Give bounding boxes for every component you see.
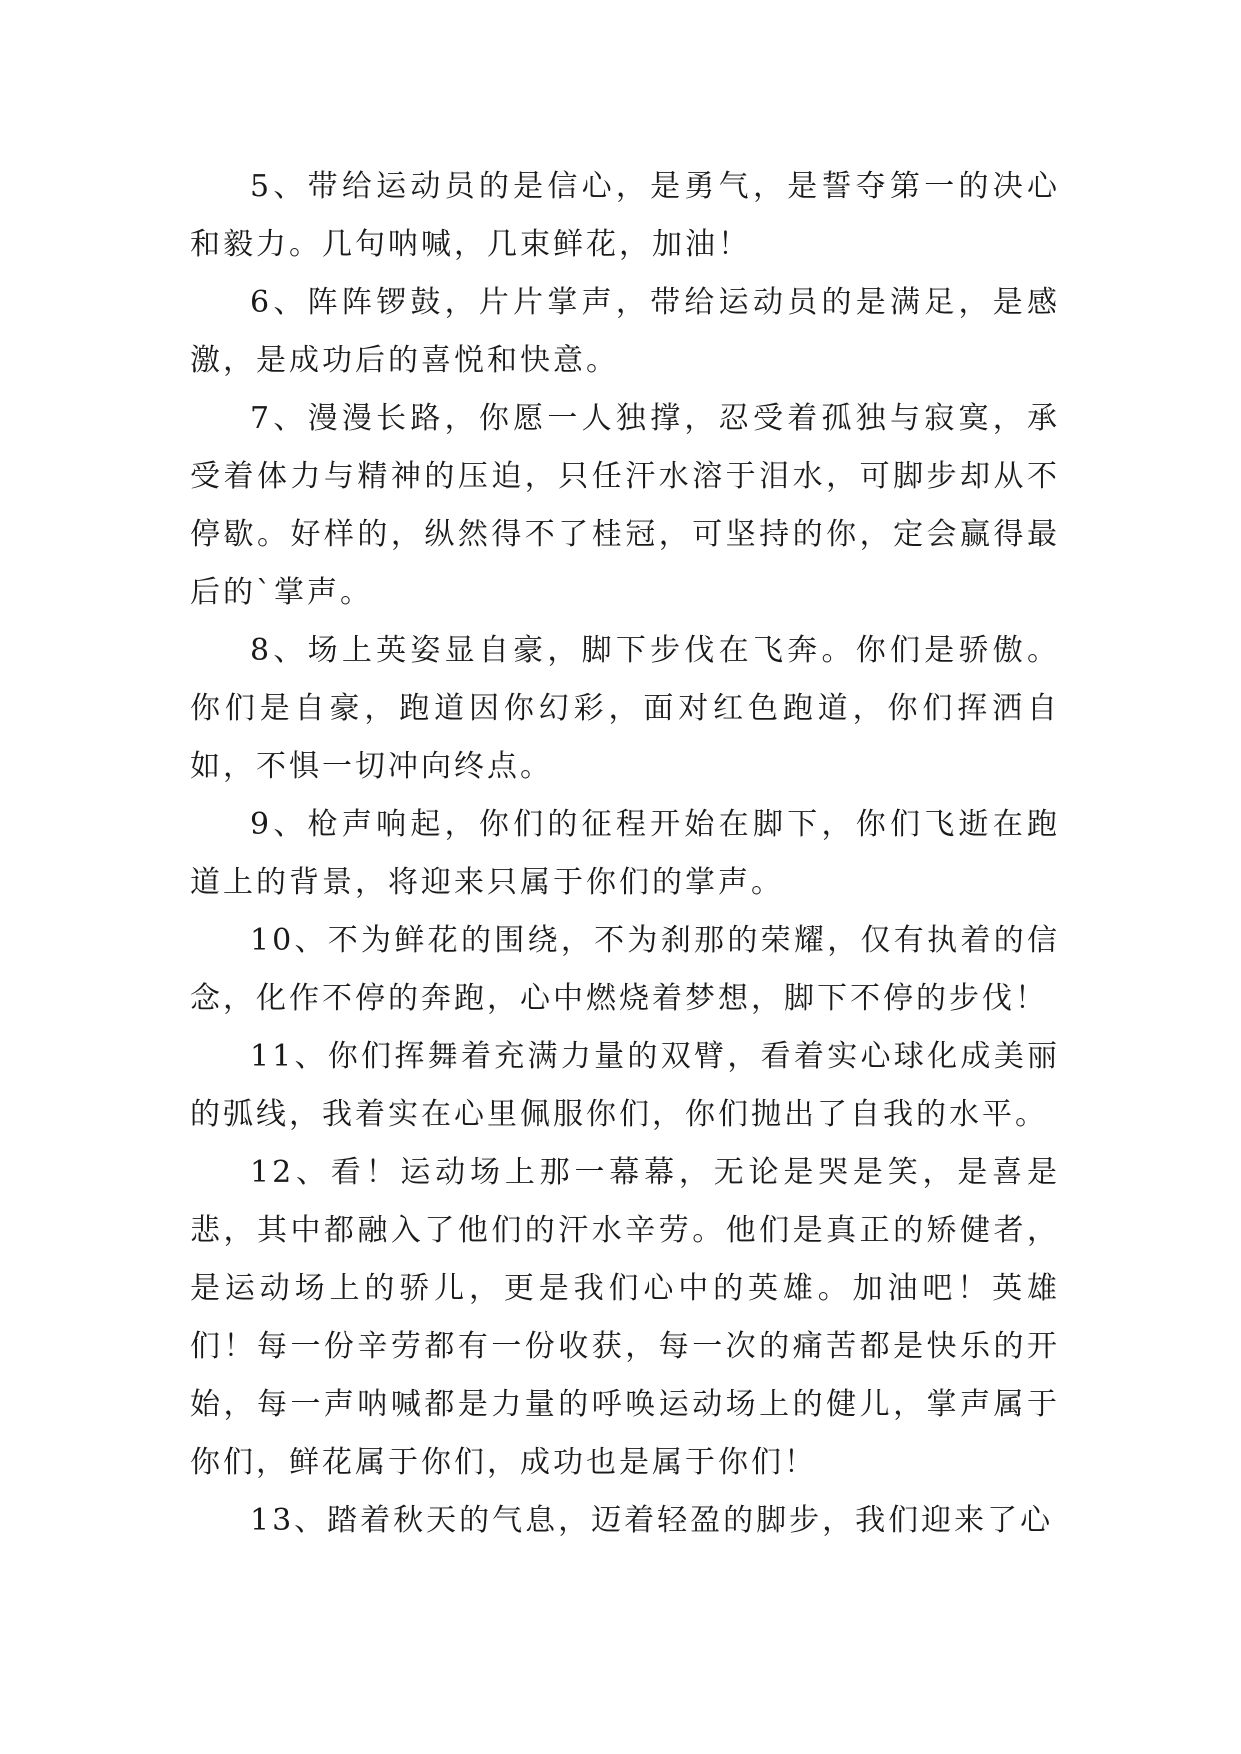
paragraph-9: 9、枪声响起，你们的征程开始在脚下，你们飞逝在跑道上的背景，将迎来只属于你们的掌声。 [190,807,1060,900]
document-body [190,158,1060,1550]
paragraph-12: 12、看！运动场上那一幕幕，无论是哭是笑，是喜是悲，其中都融入了他们的汗水辛劳。他们是真正的矫健者，是运动场上的骄儿，更是我们心中的英雄。加油吧！英雄们！每一份辛劳都有一份收获，每一次的痛苦都是快乐的开始，每一声呐喊都是力量的呼唤运动场上的健儿，掌声属于你们，鲜花属于你们，成功也是属于你们！ [190,1155,1060,1480]
paragraph-8: 8、场上英姿显自豪，脚下步伐在飞奔。你们是骄傲。你们是自豪，跑道因你幻彩，面对红色跑道，你们挥洒自如，不惧一切冲向终点。 [190,633,1060,784]
paragraph-13: 13、踏着秋天的气息，迈着轻盈的脚步，我们迎来了心 [250,1503,1054,1538]
paragraph-10: 10、不为鲜花的围绕，不为刹那的荣耀，仅有执着的信念，化作不停的奔跑，心中燃烧着梦想，脚下不停的步伐！ [190,923,1060,1016]
paragraph-7: 7、漫漫长路，你愿一人独撑，忍受着孤独与寂寞，承受着体力与精神的压迫，只任汗水溶于泪水，可脚步却从不停歇。好样的，纵然得不了桂冠，可坚持的你，定会赢得最后的`掌声。 [190,401,1060,610]
paragraph-11: 11、你们挥舞着充满力量的双臂，看着实心球化成美丽的弧线，我着实在心里佩服你们，你们抛出了自我的水平。 [190,1039,1060,1132]
paragraph-6: 6、阵阵锣鼓，片片掌声，带给运动员的是满足，是感激，是成功后的喜悦和快意。 [190,285,1060,378]
paragraph-5: 5、带给运动员的是信心，是勇气，是誓夺第一的决心和毅力。几句呐喊，几束鲜花，加油！ [190,169,1060,262]
